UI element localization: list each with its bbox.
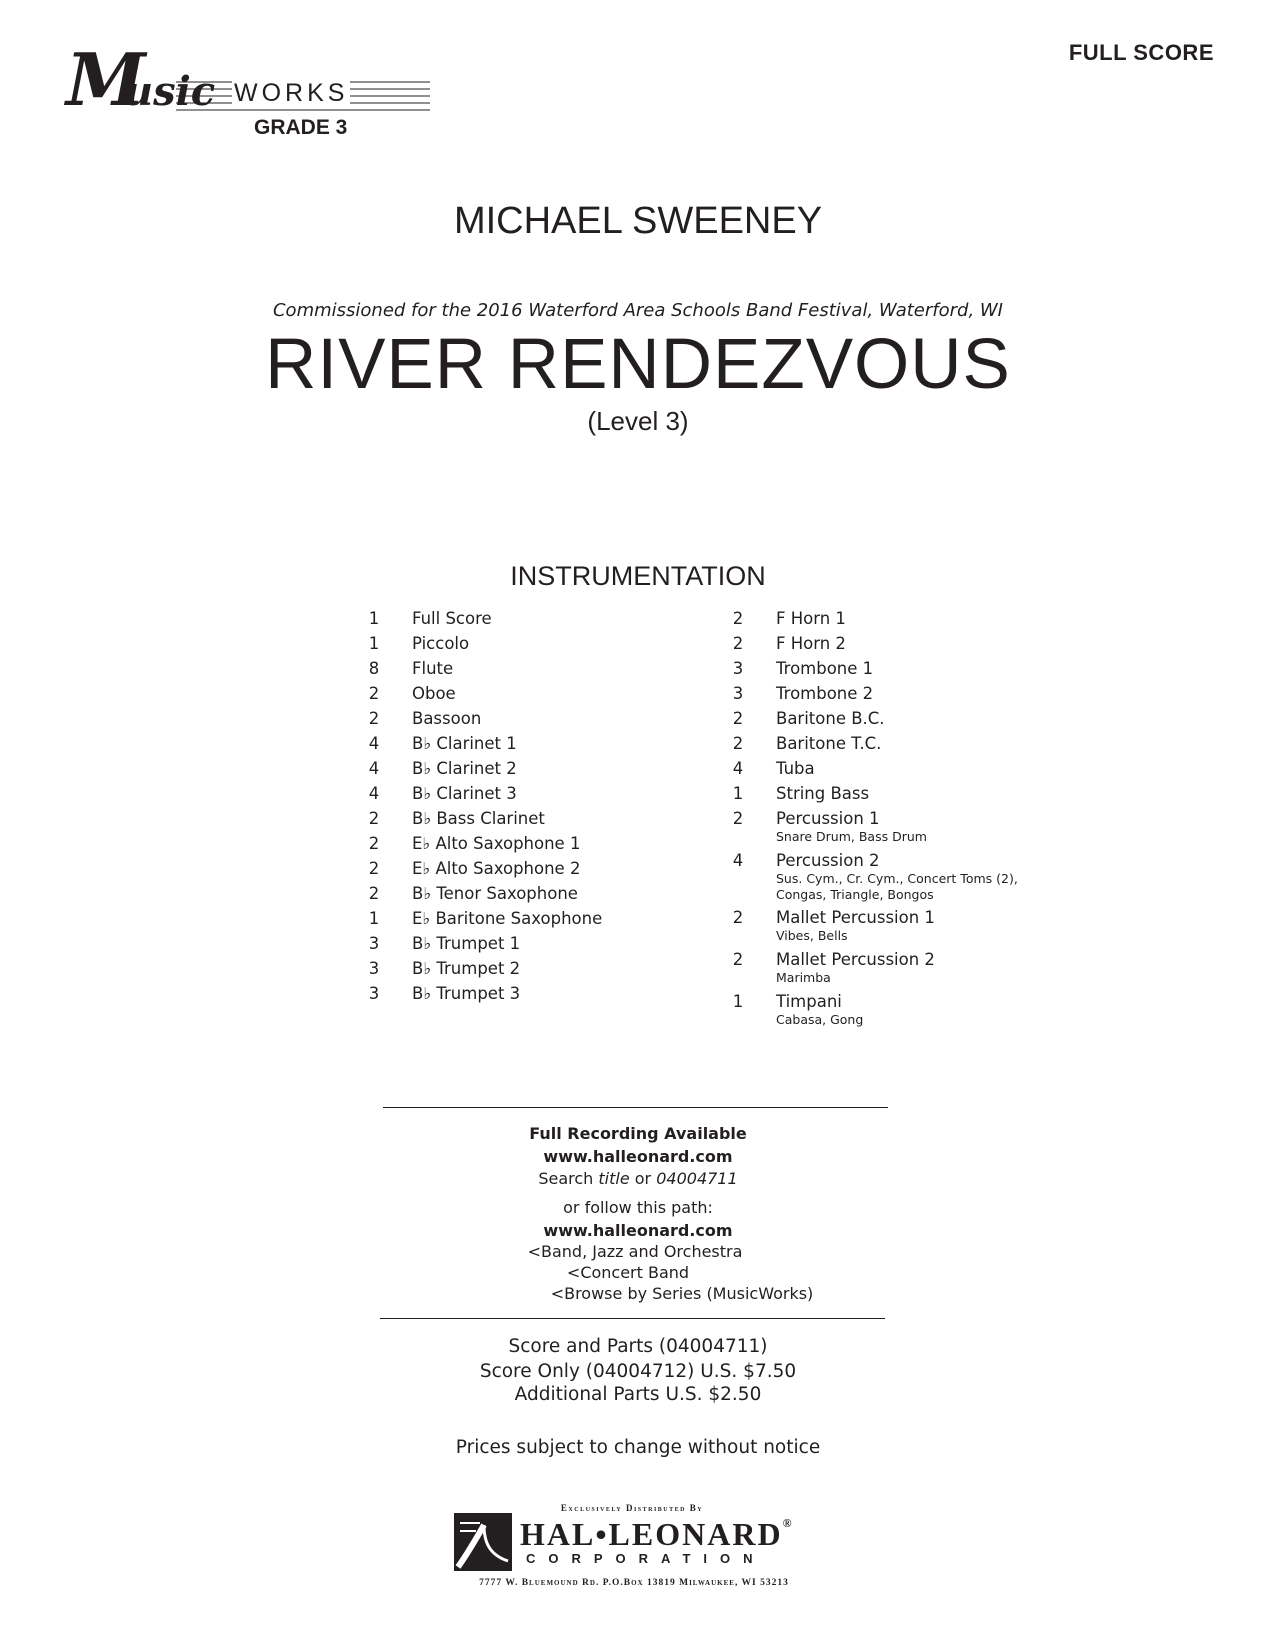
instrument-detail: Vibes, Bells (776, 928, 848, 943)
instrument-row (364, 631, 704, 657)
follow-path-text: or follow this path: (563, 1198, 713, 1217)
instrument-quantity: 1 (368, 909, 380, 928)
instrument-quantity: 2 (368, 809, 380, 828)
instrument-name: B♭ Trumpet 2 (412, 959, 521, 978)
search-or: or (629, 1169, 657, 1188)
instrument-name: B♭ Bass Clarinet (412, 809, 545, 828)
instrument-row (728, 631, 1068, 657)
instrument-quantity: 2 (368, 684, 380, 703)
instrument-row (728, 848, 1068, 902)
instrument-name: B♭ Clarinet 2 (412, 759, 517, 778)
instrument-name: Piccolo (412, 634, 470, 653)
instrument-quantity: 1 (732, 784, 744, 803)
logo-works: WORKS (234, 79, 349, 107)
instrument-name: F Horn 1 (776, 609, 846, 628)
instrument-row (364, 856, 704, 882)
instrument-row (364, 706, 704, 732)
publisher-name-text: HAL•LEONARD (520, 1516, 783, 1552)
instrument-row (728, 947, 1068, 985)
instrument-quantity: 2 (732, 709, 744, 728)
instrument-quantity: 4 (368, 759, 380, 778)
instrument-name: Percussion 2 (776, 851, 880, 870)
instrument-quantity: 3 (368, 959, 380, 978)
instrument-name: Timpani (776, 992, 842, 1011)
instrument-name: B♭ Trumpet 1 (412, 934, 521, 953)
instrument-row (728, 681, 1068, 707)
instrument-name: B♭ Tenor Saxophone (412, 884, 578, 903)
search-title: title (598, 1169, 630, 1188)
instrument-quantity: 2 (732, 950, 744, 969)
instrument-row (364, 781, 704, 807)
musicworks-logo (66, 37, 366, 144)
instrument-name: Baritone T.C. (776, 734, 882, 753)
instrument-name: Oboe (412, 684, 456, 703)
instrument-quantity: 2 (732, 634, 744, 653)
instrument-quantity: 4 (732, 759, 744, 778)
instrument-name: E♭ Alto Saxophone 2 (412, 859, 581, 878)
piece-title: RIVER RENDEZVOUS (265, 325, 1011, 404)
instrument-quantity: 2 (368, 859, 380, 878)
instrument-name: Trombone 2 (776, 684, 874, 703)
instrument-row (364, 731, 704, 757)
instrument-row (364, 956, 704, 982)
path-step-1: <Band, Jazz and Orchestra (527, 1242, 743, 1261)
instrument-quantity: 2 (732, 809, 744, 828)
instrument-quantity: 2 (732, 734, 744, 753)
instrument-quantity: 2 (368, 834, 380, 853)
instrument-detail: Marimba (776, 970, 831, 985)
instrument-name: F Horn 2 (776, 634, 846, 653)
instrument-quantity: 3 (368, 984, 380, 1003)
instrument-quantity: 4 (368, 734, 380, 753)
instrument-quantity: 2 (732, 908, 744, 927)
instrument-row (364, 656, 704, 682)
instrument-row (728, 731, 1068, 757)
hal-leonard-logo-icon (454, 1513, 512, 1571)
instrument-row (728, 781, 1068, 807)
path-step-2: <Concert Band (566, 1263, 690, 1282)
instrument-quantity: 3 (732, 659, 744, 678)
logo-letter-m: M (66, 37, 144, 122)
search-prefix: Search (538, 1169, 599, 1188)
composer-name: MICHAEL SWEENEY (453, 200, 823, 242)
instrumentation-heading: INSTRUMENTATION (510, 561, 766, 591)
instrument-quantity: 2 (368, 709, 380, 728)
instrument-quantity: 4 (732, 851, 744, 870)
score-and-parts: Score and Parts (04004711) (508, 1336, 768, 1357)
instrument-row (364, 606, 704, 632)
instrument-quantity: 2 (368, 884, 380, 903)
instrument-quantity: 3 (732, 684, 744, 703)
grade-label: GRADE 3 (254, 116, 348, 139)
instrument-row (364, 681, 704, 707)
instrument-row (364, 931, 704, 957)
instrument-name: Percussion 1 (776, 809, 880, 828)
instrument-quantity: 1 (368, 609, 380, 628)
level-label: (Level 3) (587, 406, 689, 436)
instrument-name: Baritone B.C. (776, 709, 885, 728)
instrument-name: Full Score (412, 609, 492, 628)
divider-top (383, 1107, 888, 1108)
recording-site-link[interactable]: www.halleonard.com (543, 1147, 733, 1166)
instrument-row (364, 906, 704, 932)
score-only-price: Score Only (04004712) U.S. $7.50 (479, 1361, 797, 1382)
instrument-row (728, 656, 1068, 682)
instrument-quantity: 8 (368, 659, 380, 678)
instrument-row (364, 881, 704, 907)
instrument-row (728, 989, 1068, 1027)
instrument-name: Mallet Percussion 1 (776, 908, 935, 927)
instrument-row (728, 606, 1068, 632)
distributed-by: Exclusively Distributed By (560, 1503, 704, 1513)
publisher-name (520, 1516, 792, 1553)
instrument-name: E♭ Baritone Saxophone (412, 909, 603, 928)
instrument-row (364, 831, 704, 857)
instrument-row (728, 905, 1068, 943)
recording-heading: Full Recording Available (529, 1124, 747, 1143)
instrument-quantity: 1 (732, 992, 744, 1011)
instrument-name: Flute (412, 659, 454, 678)
instrument-name: Bassoon (412, 709, 482, 728)
instrument-row (364, 806, 704, 832)
price-notice: Prices subject to change without notice (455, 1437, 821, 1458)
instrument-row (364, 981, 704, 1007)
instrument-quantity: 1 (368, 634, 380, 653)
path-step-3: <Browse by Series (MusicWorks) (550, 1284, 814, 1303)
divider-bottom (380, 1318, 885, 1319)
instrument-name: String Bass (776, 784, 870, 803)
instrument-row (728, 706, 1068, 732)
instrument-name: B♭ Clarinet 1 (412, 734, 517, 753)
instrument-name: B♭ Clarinet 3 (412, 784, 517, 803)
instrument-name: Tuba (776, 759, 815, 778)
additional-parts-price: Additional Parts U.S. $2.50 (514, 1384, 762, 1405)
instrument-detail: Cabasa, Gong (776, 1012, 864, 1027)
registered-mark: ® (782, 1516, 792, 1530)
search-code: 04004711 (656, 1169, 738, 1188)
instrument-name: Mallet Percussion 2 (776, 950, 935, 969)
instrument-name: E♭ Alto Saxophone 1 (412, 834, 581, 853)
publisher-address: 7777 W. Bluemound Rd. P.O.Box 13819 Milwaukee, WI 53213 (479, 1578, 789, 1588)
logo-script: usic (124, 68, 216, 115)
instrument-name: B♭ Trumpet 3 (412, 984, 521, 1003)
instrument-row (728, 756, 1068, 782)
instrument-quantity: 4 (368, 784, 380, 803)
recording-site-link-2[interactable]: www.halleonard.com (543, 1221, 733, 1240)
instrument-name: Trombone 1 (776, 659, 874, 678)
full-score-badge: FULL SCORE (1068, 40, 1214, 65)
publisher-corporation: CORPORATION (526, 1551, 766, 1566)
instrument-detail: Snare Drum, Bass Drum (776, 829, 927, 844)
instrument-row (364, 756, 704, 782)
instrument-quantity: 3 (368, 934, 380, 953)
instrument-detail: Sus. Cym., Cr. Cym., Concert Toms (2), Congas, Triangle, Bongos (776, 871, 1018, 902)
commission-note: Commissioned for the 2016 Waterford Area Schools Band Festival, Waterford, WI (272, 300, 1003, 321)
search-instructions (0, 1169, 1276, 1188)
instrument-quantity: 2 (732, 609, 744, 628)
instrument-row (728, 806, 1068, 844)
